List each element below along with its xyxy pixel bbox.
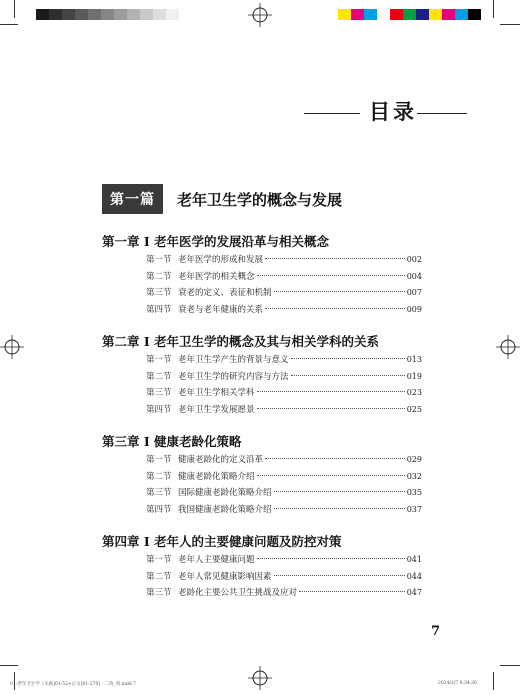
toc-entry[interactable] <box>146 302 422 319</box>
section-page: 007 <box>406 288 422 297</box>
part-badge: 第一篇 <box>102 184 163 214</box>
section-page: 023 <box>406 388 422 397</box>
section-page: 002 <box>406 255 422 264</box>
section-title: 老年卫生学产生的背景与意义 <box>178 355 289 365</box>
gray-swatch <box>88 9 101 20</box>
section-title: 衰老的定义、表征和机制 <box>178 288 272 298</box>
dot-leader <box>274 575 405 576</box>
color-swatch <box>390 9 403 20</box>
dot-leader <box>257 558 405 559</box>
section-number: 第三节 <box>146 588 172 598</box>
title-rule-left <box>304 113 360 114</box>
chapter-title[interactable]: 第一章 I 老年医学的发展沿革与相关概念 <box>102 234 330 249</box>
color-swatch <box>364 9 377 20</box>
color-swatch <box>338 9 351 20</box>
registration-mark-top <box>248 3 272 27</box>
gray-swatch <box>114 9 127 20</box>
section-number: 第一节 <box>146 355 172 365</box>
chapter-title[interactable]: 第三章 I 健康老龄化策略 <box>102 434 242 449</box>
gray-swatch <box>62 9 75 20</box>
section-number: 第四节 <box>146 404 172 415</box>
section-number: 第四节 <box>146 304 172 315</box>
gray-swatch <box>75 9 88 20</box>
section-number: 第二节 <box>146 271 172 282</box>
page-title: 目录 <box>369 100 417 124</box>
dot-leader <box>299 591 405 592</box>
section-title: 老年人常见健康影响因素 <box>178 571 272 582</box>
gray-swatch <box>49 9 62 20</box>
footer-file-info: 01-老年卫生学《关联]01-52+正文]01-270] - 二改_英.indd 7 <box>10 682 137 687</box>
toc-entry[interactable] <box>146 402 422 419</box>
section-page: 041 <box>406 555 422 564</box>
section-number: 第四节 <box>146 504 172 515</box>
section-title: 老龄化主要公共卫生挑战及应对 <box>178 588 298 598</box>
color-swatch <box>416 9 429 20</box>
gray-swatch <box>153 9 166 20</box>
section-page: 029 <box>406 455 422 464</box>
gray-swatch <box>166 9 179 20</box>
dot-leader <box>265 308 405 309</box>
section-number: 第二节 <box>146 371 172 382</box>
crop-mark <box>0 24 18 25</box>
dot-leader <box>291 375 405 376</box>
section-title: 老年医学的相关概念 <box>178 271 255 282</box>
section-page: 009 <box>406 304 422 314</box>
section-number: 第二节 <box>146 471 172 482</box>
section-number: 第三节 <box>146 288 172 298</box>
toc-list <box>102 232 422 616</box>
color-swatch <box>403 9 416 20</box>
gray-swatch <box>101 9 114 20</box>
color-swatch <box>442 9 455 20</box>
dot-leader <box>257 475 405 476</box>
toc-entry[interactable] <box>146 369 422 386</box>
grayscale-bar <box>36 9 179 20</box>
section-page: 047 <box>406 588 422 597</box>
dot-leader <box>265 258 405 259</box>
section-title: 我国健康老龄化策略介绍 <box>178 504 272 515</box>
toc-entry[interactable] <box>146 352 422 369</box>
toc-entry[interactable] <box>146 585 422 602</box>
toc-entry[interactable] <box>146 269 422 286</box>
section-title: 健康老龄化策略介绍 <box>178 471 255 482</box>
section-page: 004 <box>406 271 422 281</box>
chapter <box>102 532 422 602</box>
crop-mark <box>493 672 494 690</box>
dot-leader <box>274 291 405 292</box>
color-swatch <box>455 9 468 20</box>
toc-entry[interactable] <box>146 452 422 469</box>
gray-swatch <box>140 9 153 20</box>
gray-swatch <box>36 9 49 20</box>
toc-entry[interactable] <box>146 569 422 586</box>
color-bar <box>338 9 481 20</box>
dot-leader <box>257 408 405 409</box>
page-number: 7 <box>431 624 441 639</box>
toc-entry[interactable] <box>146 502 422 519</box>
section-title: 老年卫生学发展愿景 <box>178 404 255 415</box>
toc-entry[interactable] <box>146 485 422 502</box>
chapter <box>102 432 422 518</box>
section-number: 第一节 <box>146 455 172 465</box>
toc-entry[interactable] <box>146 285 422 302</box>
crop-mark <box>500 665 520 666</box>
dot-leader <box>274 491 405 492</box>
toc-entry[interactable] <box>146 552 422 569</box>
section-page: 013 <box>406 355 422 364</box>
registration-mark-right <box>496 335 520 359</box>
color-swatch <box>429 9 442 20</box>
crop-mark <box>493 0 494 18</box>
section-number: 第三节 <box>146 488 172 498</box>
toc-entry[interactable] <box>146 252 422 269</box>
crop-mark <box>0 665 18 666</box>
toc-entry[interactable] <box>146 469 422 486</box>
section-page: 019 <box>406 371 422 381</box>
color-swatch <box>351 9 364 20</box>
gray-swatch <box>127 9 140 20</box>
registration-mark-bottom <box>248 666 272 690</box>
section-title: 衰老与老年健康的关系 <box>178 304 264 315</box>
section-number: 第一节 <box>146 255 172 265</box>
section-title: 老年卫生学的研究内容与方法 <box>178 371 289 382</box>
dot-leader <box>291 358 405 359</box>
color-swatch <box>377 9 390 20</box>
dot-leader <box>265 458 405 459</box>
part-title: 老年卫生学的概念与发展 <box>177 190 343 209</box>
chapter-title[interactable]: 第四章 I 老年人的主要健康问题及防控对策 <box>102 534 342 549</box>
footer-timestamp: 2024/2/7 8:34:30 <box>438 681 477 686</box>
section-page: 032 <box>406 471 422 481</box>
section-number: 第一节 <box>146 555 172 565</box>
section-title: 国际健康老龄化策略介绍 <box>178 488 272 498</box>
chapter-title[interactable]: 第二章 I 老年卫生学的概念及其与相关学科的关系 <box>102 334 380 349</box>
crop-mark <box>500 24 520 25</box>
dot-leader <box>257 275 405 276</box>
toc-entry[interactable] <box>146 385 422 402</box>
registration-mark-left <box>0 335 24 359</box>
section-page: 035 <box>406 488 422 497</box>
crop-mark <box>14 0 15 18</box>
section-number: 第二节 <box>146 571 172 582</box>
section-title: 老年医学的形成和发展 <box>178 255 264 265</box>
chapter <box>102 232 422 318</box>
part-heading <box>102 184 342 214</box>
section-number: 第三节 <box>146 388 172 398</box>
section-title: 健康老龄化的定义沿革 <box>178 455 264 465</box>
section-page: 044 <box>406 571 422 581</box>
color-swatch <box>468 9 481 20</box>
title-rule-right <box>417 113 467 114</box>
section-page: 025 <box>406 404 422 414</box>
dot-leader <box>274 508 405 509</box>
section-title: 老年人主要健康问题 <box>178 555 255 565</box>
section-title: 老年卫生学相关学科 <box>178 388 255 398</box>
section-page: 037 <box>406 504 422 514</box>
chapter <box>102 332 422 418</box>
dot-leader <box>257 391 405 392</box>
